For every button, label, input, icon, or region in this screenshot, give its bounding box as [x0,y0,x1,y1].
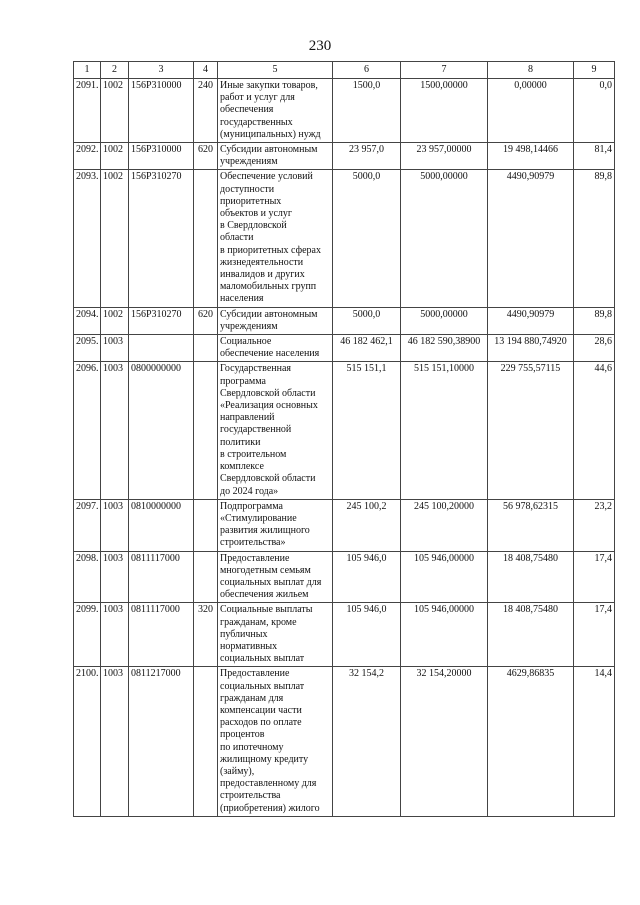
expense-type-cell [194,667,218,816]
target-code-cell: 0810000000 [129,499,194,551]
section-code-cell: 1002 [101,307,129,334]
expense-type-cell: 620 [194,143,218,170]
table-row [74,551,615,603]
approved-amount-cell: 245 100,2 [333,499,401,551]
table-row [74,362,615,499]
item-name-cell: Государственная программа Свердловской области «Реализация основных направлений государственной политики в строительном комплексе Свердловской области до 2024 года» [218,362,333,499]
row-number-cell: 2099. [74,603,101,667]
approved-amount-cell: 5000,0 [333,170,401,307]
expense-type-cell: 240 [194,79,218,143]
percent-cell: 81,4 [574,143,615,170]
section-code-cell: 1003 [101,667,129,816]
percent-cell: 89,8 [574,307,615,334]
target-code-cell: 156P310270 [129,170,194,307]
row-number-cell: 2098. [74,551,101,603]
approved-amount-cell: 23 957,0 [333,143,401,170]
table-row [74,499,615,551]
specified-amount-cell: 32 154,20000 [401,667,488,816]
header-cell: 8 [488,62,574,79]
specified-amount-cell: 46 182 590,38900 [401,335,488,362]
expense-type-cell [194,499,218,551]
table-row [74,603,615,667]
table-row [74,307,615,334]
item-name-cell: Предоставление социальных выплат гражданам для компенсации части расходов по оплате процентов по ипотечному жилищному кредиту (займу), предоставленному для строительства (приобретения) жилого [218,667,333,816]
header-cell: 4 [194,62,218,79]
section-code-cell: 1003 [101,499,129,551]
table-body [74,79,615,817]
table-row [74,667,615,816]
page-number: 230 [308,38,332,54]
approved-amount-cell: 5000,0 [333,307,401,334]
specified-amount-cell: 105 946,00000 [401,603,488,667]
section-code-cell: 1002 [101,143,129,170]
executed-amount-cell: 0,00000 [488,79,574,143]
executed-amount-cell: 19 498,14466 [488,143,574,170]
approved-amount-cell: 105 946,0 [333,603,401,667]
target-code-cell: 156P310270 [129,307,194,334]
expense-type-cell [194,362,218,499]
specified-amount-cell: 23 957,00000 [401,143,488,170]
table-row [74,143,615,170]
percent-cell: 28,6 [574,335,615,362]
target-code-cell: 0811217000 [129,667,194,816]
section-code-cell: 1002 [101,79,129,143]
expense-type-cell: 320 [194,603,218,667]
row-number-cell: 2097. [74,499,101,551]
header-cell: 1 [74,62,101,79]
specified-amount-cell: 515 151,10000 [401,362,488,499]
expense-type-cell [194,170,218,307]
percent-cell: 89,8 [574,170,615,307]
percent-cell: 23,2 [574,499,615,551]
header-row [74,62,615,79]
percent-cell: 14,4 [574,667,615,816]
expense-type-cell [194,335,218,362]
item-name-cell: Обеспечение условий доступности приоритетных объектов и услуг в Свердловской области в приоритетных сферах жизнедеятельности инвалидов и других маломобильных групп населения [218,170,333,307]
item-name-cell: Субсидии автономным учреждениям [218,143,333,170]
item-name-cell: Социальное обеспечение населения [218,335,333,362]
executed-amount-cell: 18 408,75480 [488,551,574,603]
executed-amount-cell: 56 978,62315 [488,499,574,551]
section-code-cell: 1002 [101,170,129,307]
specified-amount-cell: 105 946,00000 [401,551,488,603]
budget-table [73,61,615,817]
item-name-cell: Социальные выплаты гражданам, кроме публичных нормативных социальных выплат [218,603,333,667]
specified-amount-cell: 1500,00000 [401,79,488,143]
section-code-cell: 1003 [101,335,129,362]
target-code-cell: 0811117000 [129,603,194,667]
executed-amount-cell: 13 194 880,74920 [488,335,574,362]
target-code-cell: 0811117000 [129,551,194,603]
header-cell: 7 [401,62,488,79]
percent-cell: 0,0 [574,79,615,143]
row-number-cell: 2091. [74,79,101,143]
header-cell: 6 [333,62,401,79]
table-row [74,79,615,143]
row-number-cell: 2096. [74,362,101,499]
target-code-cell [129,335,194,362]
specified-amount-cell: 245 100,20000 [401,499,488,551]
row-number-cell: 2094. [74,307,101,334]
approved-amount-cell: 32 154,2 [333,667,401,816]
header-cell: 3 [129,62,194,79]
section-code-cell: 1003 [101,551,129,603]
executed-amount-cell: 229 755,57115 [488,362,574,499]
expense-type-cell [194,551,218,603]
target-code-cell: 156P310000 [129,143,194,170]
item-name-cell: Иные закупки товаров, работ и услуг для обеспечения государственных (муниципальных) нужд [218,79,333,143]
specified-amount-cell: 5000,00000 [401,170,488,307]
specified-amount-cell: 5000,00000 [401,307,488,334]
item-name-cell: Субсидии автономным учреждениям [218,307,333,334]
target-code-cell: 0800000000 [129,362,194,499]
header-cell: 5 [218,62,333,79]
executed-amount-cell: 4629,86835 [488,667,574,816]
row-number-cell: 2092. [74,143,101,170]
table-row [74,335,615,362]
percent-cell: 17,4 [574,551,615,603]
table-row [74,170,615,307]
item-name-cell: Подпрограмма «Стимулирование развития жилищного строительства» [218,499,333,551]
percent-cell: 44,6 [574,362,615,499]
approved-amount-cell: 1500,0 [333,79,401,143]
target-code-cell: 156P310000 [129,79,194,143]
row-number-cell: 2093. [74,170,101,307]
section-code-cell: 1003 [101,603,129,667]
header-cell: 2 [101,62,129,79]
approved-amount-cell: 46 182 462,1 [333,335,401,362]
header-cell: 9 [574,62,615,79]
expense-type-cell: 620 [194,307,218,334]
percent-cell: 17,4 [574,603,615,667]
row-number-cell: 2100. [74,667,101,816]
row-number-cell: 2095. [74,335,101,362]
approved-amount-cell: 515 151,1 [333,362,401,499]
approved-amount-cell: 105 946,0 [333,551,401,603]
item-name-cell: Предоставление многодетным семьям социальных выплат для обеспечения жильем [218,551,333,603]
executed-amount-cell: 4490,90979 [488,170,574,307]
executed-amount-cell: 18 408,75480 [488,603,574,667]
executed-amount-cell: 4490,90979 [488,307,574,334]
section-code-cell: 1003 [101,362,129,499]
